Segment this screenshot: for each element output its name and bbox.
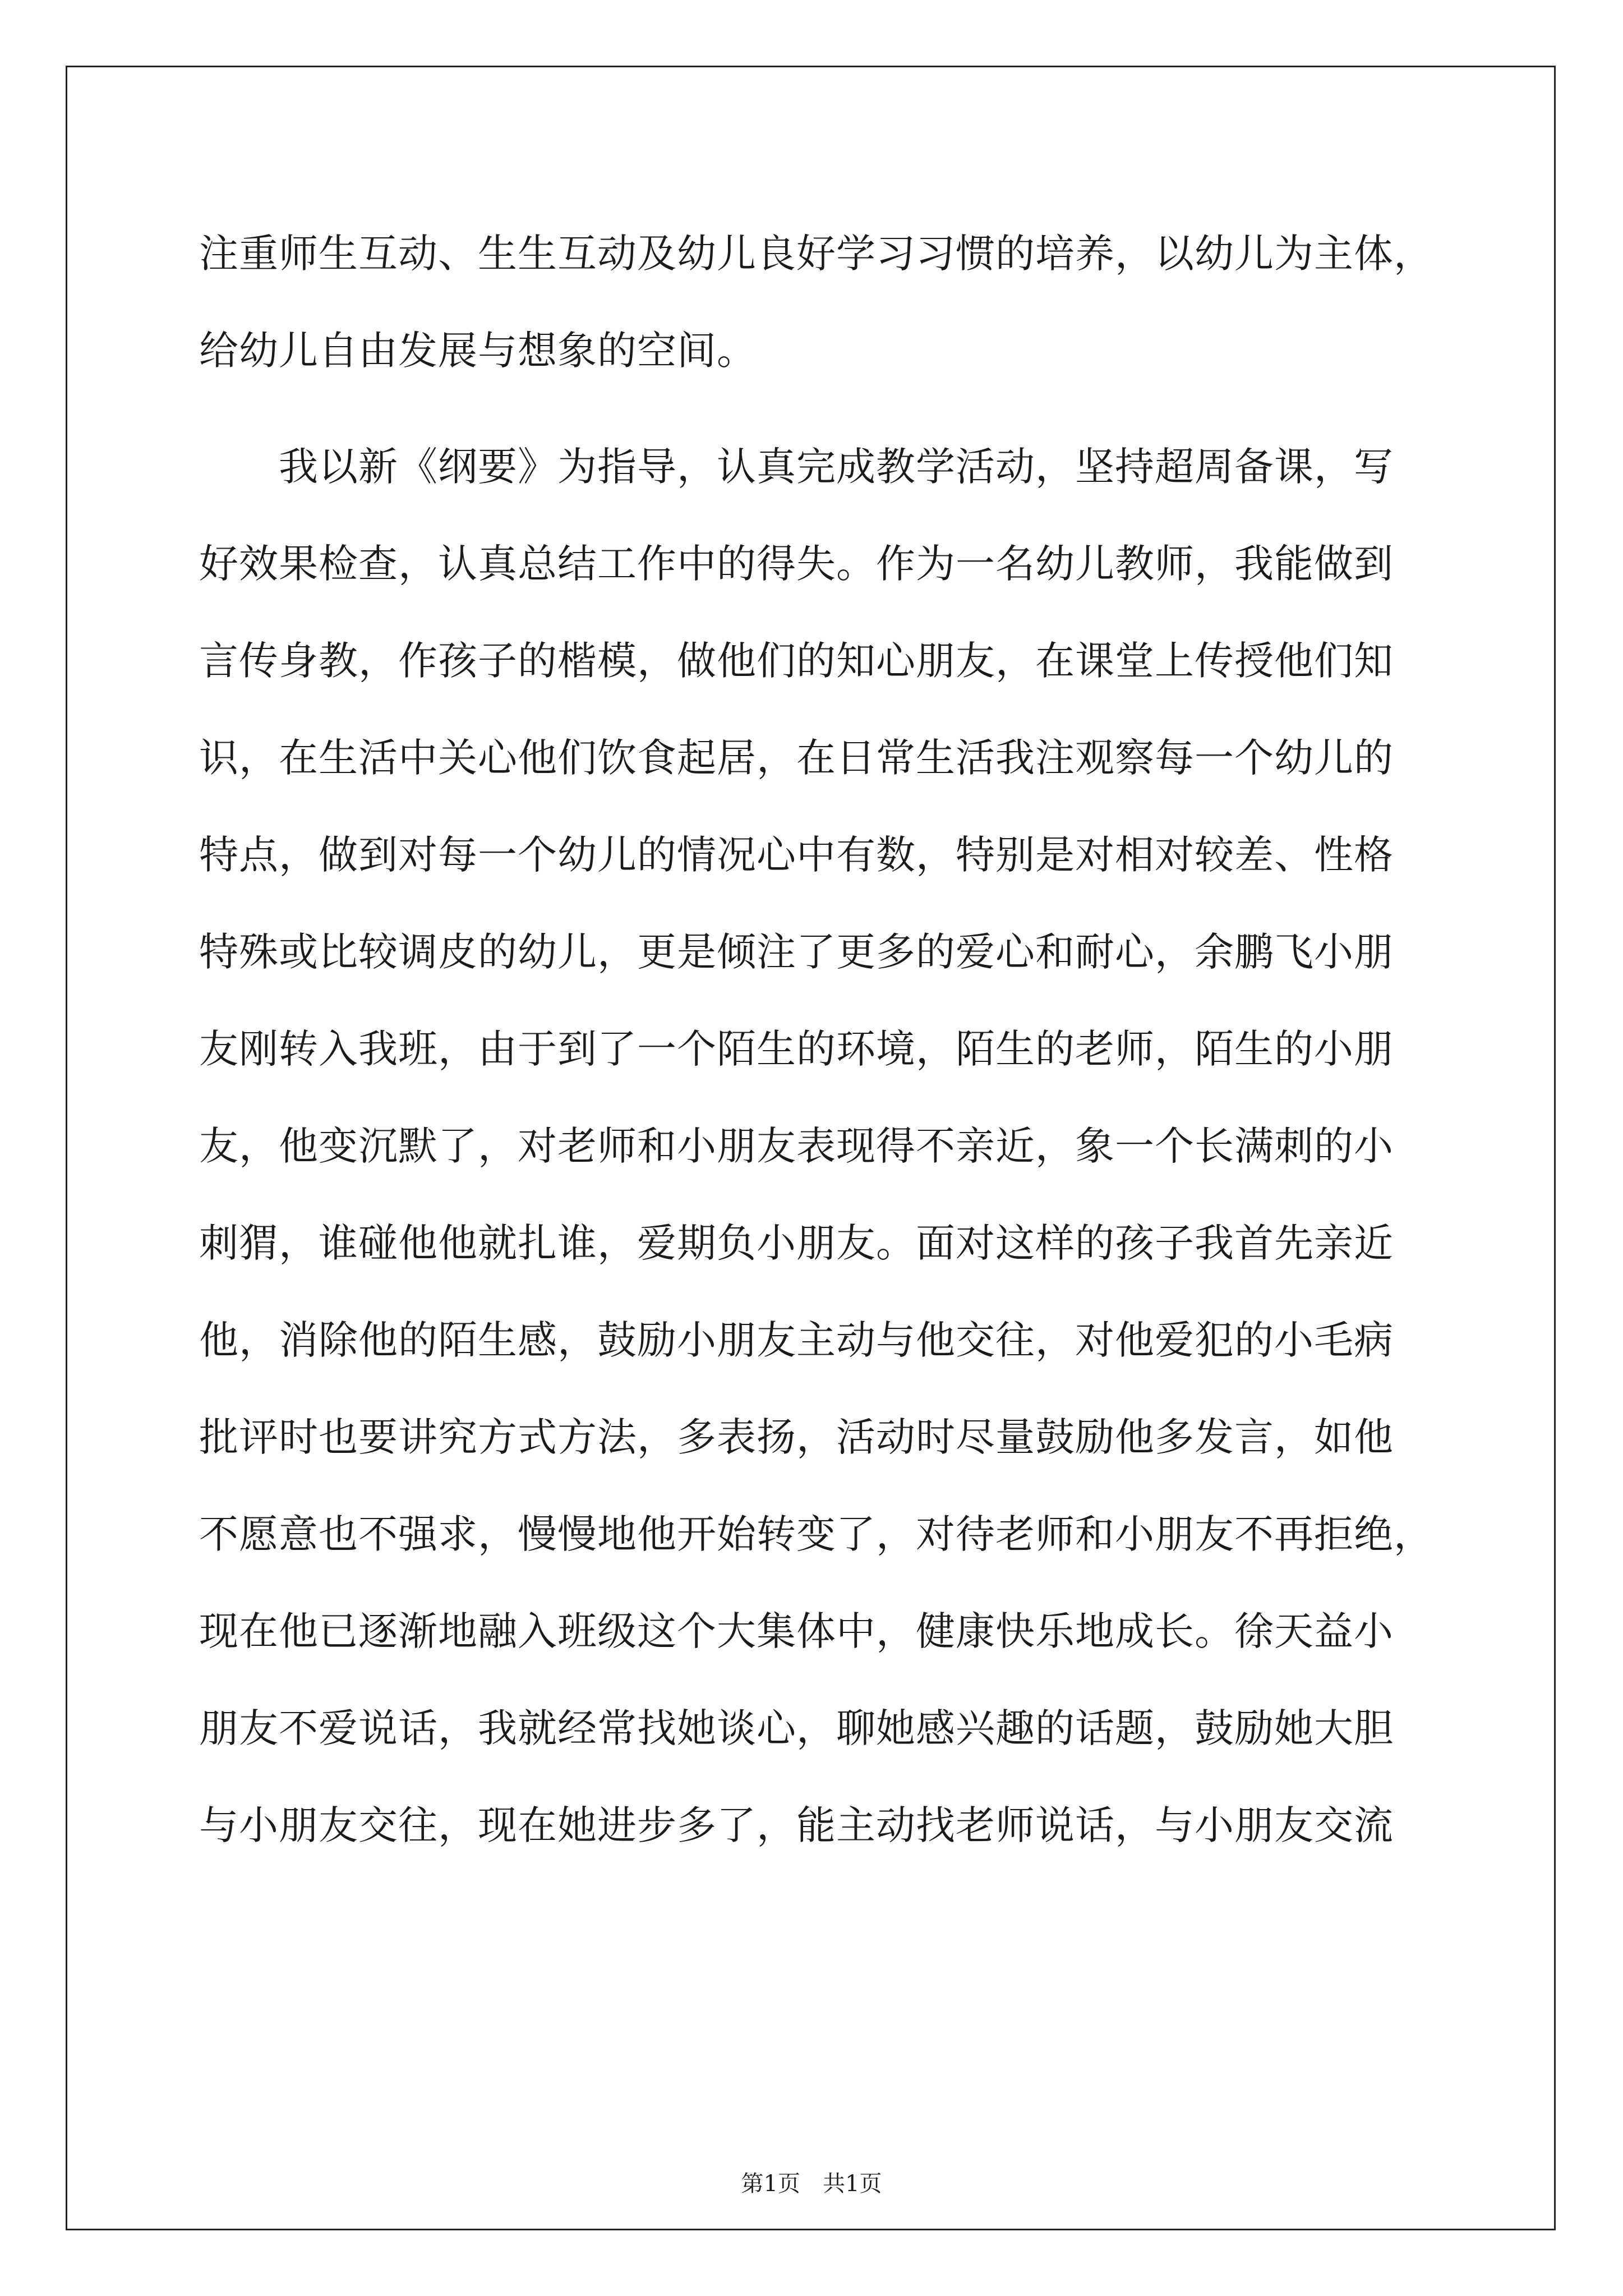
text-line: 朋友不爱说话，我就经常找她谈心，聊她感兴趣的话题，鼓励她大胆 — [199, 1705, 1394, 1751]
text-line: 言传身教，作孩子的楷模，做他们的知心朋友，在课堂上传授他们知 — [199, 638, 1394, 684]
text-line: 特殊或比较调皮的幼儿，更是倾注了更多的爱心和耐心，余鹏飞小朋 — [199, 929, 1394, 975]
text-line: 好效果检查，认真总结工作中的得失。作为一名幼儿教师，我能做到 — [199, 541, 1394, 587]
text-line: 现在他已逐渐地融入班级这个大集体中，健康快乐地成长。徐天益小 — [199, 1608, 1394, 1654]
text-line: 特点，做到对每一个幼儿的情况心中有数，特别是对相对较差、性格 — [199, 832, 1394, 878]
text-line: 给幼儿自由发展与想象的空间。 — [199, 328, 757, 374]
text-line: 他，消除他的陌生感，鼓励小朋友主动与他交往，对他爱犯的小毛病 — [199, 1317, 1394, 1363]
page-number-footer: 第1页 共1页 — [741, 2171, 882, 2197]
text-line: 注重师生互动、生生互动及幼儿良好学习习惯的培养，以幼儿为主体， — [199, 231, 1433, 277]
text-line: 刺猬，谁碰他他就扎谁，爱期负小朋友。面对这样的孩子我首先亲近 — [199, 1220, 1394, 1266]
text-line: 识，在生活中关心他们饮食起居，在日常生活我注观察每一个幼儿的 — [199, 735, 1394, 781]
text-line: 不愿意也不强求，慢慢地他开始转变了，对待老师和小朋友不再拒绝， — [199, 1511, 1433, 1557]
text-line: 友刚转入我班，由于到了一个陌生的环境，陌生的老师，陌生的小朋 — [199, 1026, 1394, 1072]
text-line: 与小朋友交往，现在她进步多了，能主动找老师说话，与小朋友交流 — [199, 1802, 1394, 1848]
text-line: 我以新《纲要》为指导，认真完成教学活动，坚持超周备课，写 — [199, 444, 1394, 490]
text-line: 友，他变沉默了，对老师和小朋友表现得不亲近，象一个长满刺的小 — [199, 1123, 1394, 1169]
text-line: 批评时也要讲究方式方法，多表扬，活动时尽量鼓励他多发言，如他 — [199, 1414, 1394, 1460]
